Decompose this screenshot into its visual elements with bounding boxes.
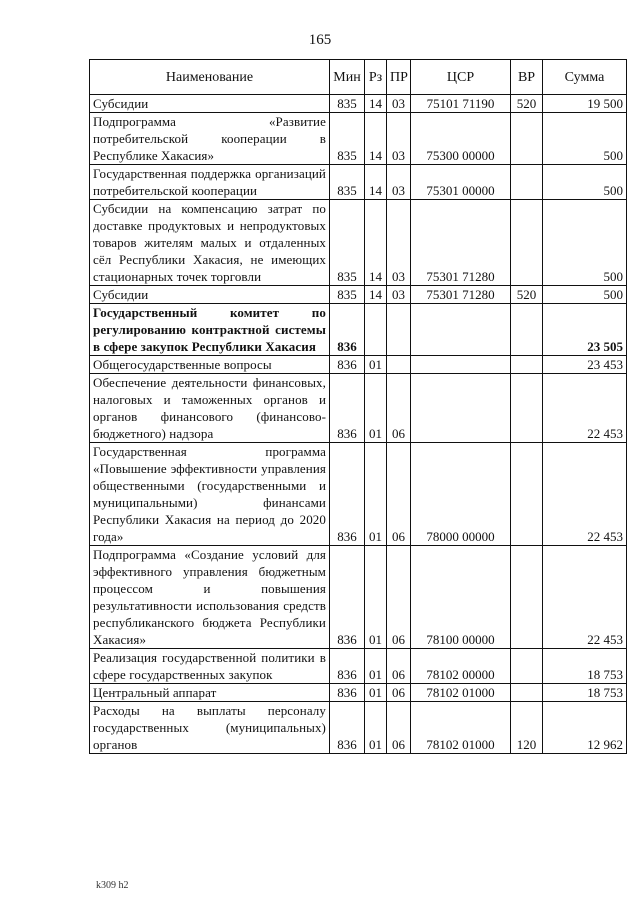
cell-min: 836 — [330, 649, 365, 684]
cell-vr — [511, 304, 543, 356]
cell-rz: 01 — [365, 702, 387, 754]
cell-rz: 01 — [365, 374, 387, 443]
table-row — [90, 374, 627, 443]
cell-min: 835 — [330, 286, 365, 304]
budget-table — [89, 59, 627, 754]
cell-vr — [511, 165, 543, 200]
table-row — [90, 702, 627, 754]
cell-vr — [511, 684, 543, 702]
header-sum: Сумма — [543, 60, 627, 95]
cell-csr: 78102 00000 — [411, 649, 511, 684]
cell-csr: 75301 71280 — [411, 286, 511, 304]
cell-name: Государственный комитет по регулированию контрактной системы в сфере закупок Республики Хакасия — [90, 304, 330, 356]
cell-rz: 14 — [365, 286, 387, 304]
header-rz: Рз — [365, 60, 387, 95]
cell-sum: 500 — [543, 165, 627, 200]
table-header-row — [90, 60, 627, 95]
table-row — [90, 95, 627, 113]
cell-csr: 78100 00000 — [411, 546, 511, 649]
cell-rz: 01 — [365, 443, 387, 546]
cell-pr: 03 — [387, 113, 411, 165]
cell-pr: 03 — [387, 286, 411, 304]
cell-rz: 01 — [365, 684, 387, 702]
cell-csr: 75101 71190 — [411, 95, 511, 113]
cell-min: 835 — [330, 200, 365, 286]
cell-sum: 19 500 — [543, 95, 627, 113]
cell-rz: 01 — [365, 546, 387, 649]
cell-pr: 06 — [387, 546, 411, 649]
cell-pr: 03 — [387, 200, 411, 286]
cell-csr: 78000 00000 — [411, 443, 511, 546]
cell-pr: 06 — [387, 649, 411, 684]
cell-sum: 18 753 — [543, 684, 627, 702]
table-row — [90, 356, 627, 374]
cell-pr: 06 — [387, 443, 411, 546]
table-row — [90, 165, 627, 200]
cell-name: Подпрограмма «Создание условий для эффективного управления бюджетным процессом и повышения результативности использования средств республиканского бюджета Республики Хакасия» — [90, 546, 330, 649]
table-row — [90, 304, 627, 356]
cell-name: Государственная программа «Повышение эффективности управления общественными (государственными и муниципальными) финансами Республики Хакасия на период до 2020 года» — [90, 443, 330, 546]
cell-csr: 75301 71280 — [411, 200, 511, 286]
cell-min: 836 — [330, 443, 365, 546]
table-row — [90, 200, 627, 286]
cell-csr: 75301 00000 — [411, 165, 511, 200]
cell-csr — [411, 304, 511, 356]
cell-rz: 01 — [365, 649, 387, 684]
cell-csr: 78102 01000 — [411, 684, 511, 702]
cell-name: Субсидии — [90, 286, 330, 304]
cell-sum: 500 — [543, 200, 627, 286]
cell-pr: 03 — [387, 95, 411, 113]
cell-pr — [387, 356, 411, 374]
table-row — [90, 443, 627, 546]
cell-vr: 520 — [511, 95, 543, 113]
cell-min: 836 — [330, 304, 365, 356]
cell-pr: 06 — [387, 374, 411, 443]
cell-csr — [411, 356, 511, 374]
cell-pr: 06 — [387, 684, 411, 702]
cell-sum: 18 753 — [543, 649, 627, 684]
cell-min: 836 — [330, 374, 365, 443]
cell-vr — [511, 113, 543, 165]
cell-vr — [511, 546, 543, 649]
cell-min: 836 — [330, 546, 365, 649]
table-row — [90, 684, 627, 702]
cell-pr: 06 — [387, 702, 411, 754]
page-number: 165 — [308, 32, 332, 48]
header-pr: ПР — [387, 60, 411, 95]
cell-vr: 120 — [511, 702, 543, 754]
footer-code: k309 h2 — [96, 880, 129, 891]
cell-csr — [411, 374, 511, 443]
cell-sum: 500 — [543, 286, 627, 304]
cell-rz — [365, 304, 387, 356]
cell-sum: 500 — [543, 113, 627, 165]
header-min: Мин — [330, 60, 365, 95]
cell-sum: 12 962 — [543, 702, 627, 754]
cell-rz: 14 — [365, 165, 387, 200]
cell-name: Расходы на выплаты персоналу государственных (муниципальных) органов — [90, 702, 330, 754]
table-row — [90, 113, 627, 165]
cell-min: 835 — [330, 95, 365, 113]
cell-csr: 75300 00000 — [411, 113, 511, 165]
table-row — [90, 286, 627, 304]
cell-name: Субсидии — [90, 95, 330, 113]
cell-name: Обеспечение деятельности финансовых, налоговых и таможенных органов и органов финансового (финансово-бюджетного) надзора — [90, 374, 330, 443]
cell-name: Субсидии на компенсацию затрат по доставке продуктовых и непродуктовых товаров жителям малых и отдаленных сёл Республики Хакасия, не имеющих стационарных точек торговли — [90, 200, 330, 286]
cell-sum: 23 453 — [543, 356, 627, 374]
table-row — [90, 546, 627, 649]
cell-min: 835 — [330, 165, 365, 200]
cell-name: Реализация государственной политики в сфере государственных закупок — [90, 649, 330, 684]
cell-pr — [387, 304, 411, 356]
cell-name: Подпрограмма «Развитие потребительской кооперации в Республике Хакасия» — [90, 113, 330, 165]
cell-name: Центральный аппарат — [90, 684, 330, 702]
cell-vr — [511, 356, 543, 374]
table-row — [90, 649, 627, 684]
cell-sum: 22 453 — [543, 374, 627, 443]
header-name: Наименование — [90, 60, 330, 95]
cell-rz: 01 — [365, 356, 387, 374]
cell-vr — [511, 649, 543, 684]
cell-min: 835 — [330, 113, 365, 165]
cell-min: 836 — [330, 356, 365, 374]
header-vr: ВР — [511, 60, 543, 95]
cell-csr: 78102 01000 — [411, 702, 511, 754]
cell-sum: 23 505 — [543, 304, 627, 356]
cell-vr: 520 — [511, 286, 543, 304]
cell-rz: 14 — [365, 200, 387, 286]
cell-rz: 14 — [365, 95, 387, 113]
cell-name: Государственная поддержка организаций потребительской кооперации — [90, 165, 330, 200]
cell-min: 836 — [330, 702, 365, 754]
cell-vr — [511, 374, 543, 443]
cell-vr — [511, 443, 543, 546]
cell-name: Общегосударственные вопросы — [90, 356, 330, 374]
cell-sum: 22 453 — [543, 443, 627, 546]
cell-sum: 22 453 — [543, 546, 627, 649]
cell-vr — [511, 200, 543, 286]
header-csr: ЦСР — [411, 60, 511, 95]
cell-rz: 14 — [365, 113, 387, 165]
cell-pr: 03 — [387, 165, 411, 200]
cell-min: 836 — [330, 684, 365, 702]
